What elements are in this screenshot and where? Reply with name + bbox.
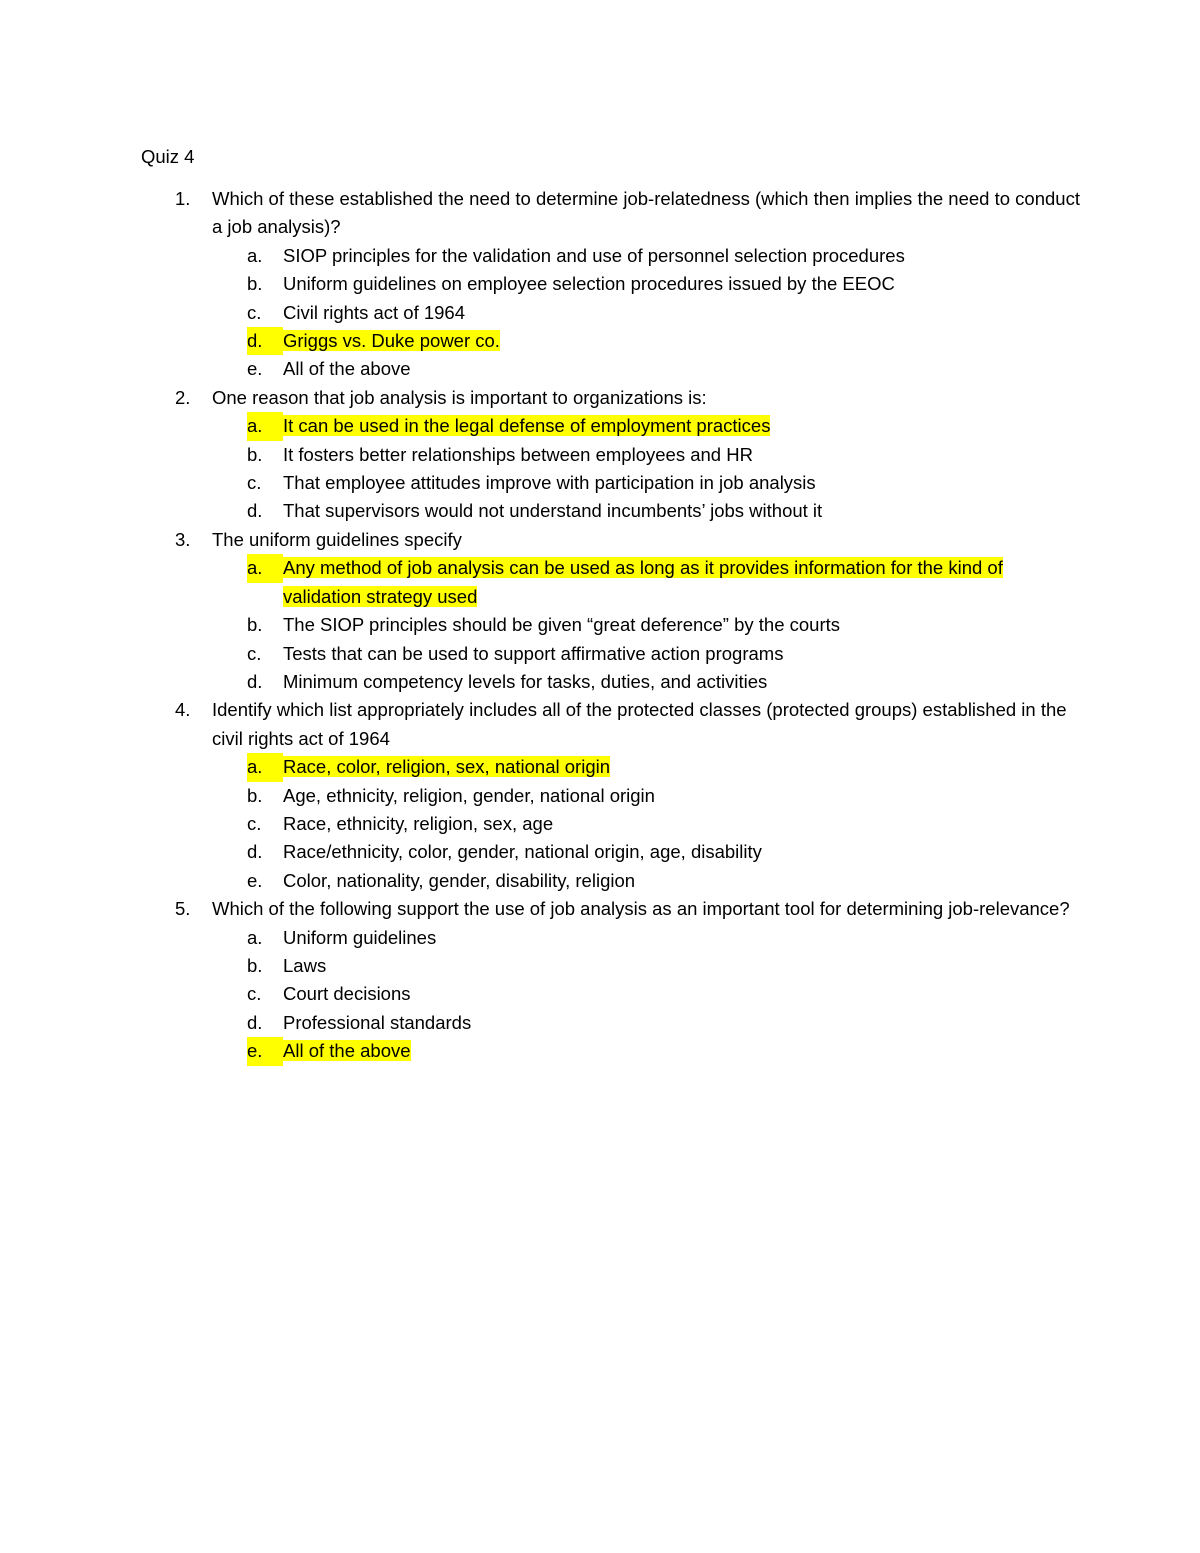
question-text: Which of the following support the use of job analysis as an important tool for determining job-relevance?	[212, 898, 1070, 920]
answer-option	[212, 668, 1081, 696]
answer-option-highlighted	[212, 1037, 1081, 1065]
option-text: Uniform guidelines	[283, 926, 437, 948]
option-text: Court decisions	[283, 983, 411, 1005]
option-text: It fosters better relationships between employees and HR	[283, 443, 753, 465]
option-letter: b.	[247, 954, 263, 976]
option-text: Laws	[283, 954, 327, 976]
answer-option	[212, 270, 1081, 298]
option-text: Race, ethnicity, religion, sex, age	[283, 812, 554, 834]
question-number: 1.	[175, 188, 191, 209]
option-text: All of the above	[283, 358, 411, 380]
question-number: 2.	[175, 386, 191, 408]
option-letter: d.	[247, 1011, 263, 1033]
option-letter: d.	[247, 841, 263, 863]
question-3	[141, 526, 1081, 696]
question-number: 4.	[175, 699, 191, 721]
option-text: Race, color, religion, sex, national origin	[283, 756, 611, 778]
answer-option	[212, 810, 1081, 838]
option-letter: d.	[247, 327, 283, 355]
answer-option	[212, 640, 1081, 668]
answer-option	[212, 611, 1081, 639]
answer-options	[212, 412, 1081, 526]
option-text: It can be used in the legal defense of employment practices	[283, 415, 771, 437]
option-text: SIOP principles for the validation and use of personnel selection procedures	[283, 244, 905, 266]
option-letter: c.	[247, 983, 262, 1005]
option-letter: c.	[247, 301, 262, 323]
question-5	[141, 895, 1081, 1065]
answer-option	[212, 838, 1081, 866]
option-letter: d.	[247, 500, 263, 522]
option-letter: e.	[247, 869, 263, 891]
answer-option-highlighted	[212, 554, 1081, 611]
answer-option	[212, 242, 1081, 270]
option-letter: a.	[247, 753, 283, 781]
option-text: All of the above	[283, 1040, 411, 1062]
option-text: Any method of job analysis can be used as long as it provides information for the kind of validation strategy used	[283, 557, 1003, 607]
answer-option	[212, 1009, 1081, 1037]
answer-option	[212, 782, 1081, 810]
answer-options	[212, 554, 1081, 696]
option-letter: b.	[247, 784, 263, 806]
option-text: Uniform guidelines on employee selection procedures issued by the EEOC	[283, 273, 895, 295]
option-text: Age, ethnicity, religion, gender, national origin	[283, 784, 655, 806]
answer-options	[212, 753, 1081, 895]
answer-option	[212, 980, 1081, 1008]
question-text: One reason that job analysis is important to organizations is:	[212, 386, 707, 408]
answer-options	[212, 242, 1081, 384]
question-4	[141, 696, 1081, 895]
option-letter: b.	[247, 273, 263, 295]
answer-option	[212, 299, 1081, 327]
question-text: The uniform guidelines specify	[212, 528, 462, 550]
question-text: Which of these established the need to determine job-relatedness (which then implies the need to conduct a job analysis)?	[212, 188, 1080, 238]
option-letter: a.	[247, 244, 263, 266]
question-1	[141, 185, 1081, 384]
answer-option	[212, 924, 1081, 952]
option-letter: c.	[247, 472, 262, 494]
answer-option	[212, 867, 1081, 895]
option-text: Professional standards	[283, 1011, 472, 1033]
question-number: 5.	[175, 898, 191, 920]
option-letter: c.	[247, 642, 262, 664]
option-letter: a.	[247, 926, 263, 948]
option-text: Tests that can be used to support affirmative action programs	[283, 642, 784, 664]
answer-option	[212, 441, 1081, 469]
option-letter: b.	[247, 614, 263, 636]
option-letter: a.	[247, 554, 283, 582]
answer-option-highlighted	[212, 327, 1081, 355]
answer-option	[212, 355, 1081, 383]
option-text: Civil rights act of 1964	[283, 301, 466, 323]
answer-option	[212, 469, 1081, 497]
option-text: Race/ethnicity, color, gender, national origin, age, disability	[283, 841, 762, 863]
option-letter: a.	[247, 412, 283, 440]
option-letter: e.	[247, 1037, 283, 1065]
answer-option-highlighted	[212, 753, 1081, 781]
answer-option-highlighted	[212, 412, 1081, 440]
option-letter: c.	[247, 812, 262, 834]
question-number: 3.	[175, 528, 191, 550]
question-list	[141, 185, 1081, 1066]
option-text: That employee attitudes improve with participation in job analysis	[283, 472, 816, 494]
option-text: Griggs vs. Duke power co.	[283, 330, 500, 352]
answer-option	[212, 497, 1081, 525]
option-text: That supervisors would not understand incumbents’ jobs without it	[283, 500, 823, 522]
question-2	[141, 384, 1081, 526]
question-text: Identify which list appropriately includes all of the protected classes (protected groups) established in the civil rights act of 1964	[212, 699, 1067, 749]
option-text: Minimum competency levels for tasks, duties, and activities	[283, 670, 768, 692]
page-title: Quiz 4	[141, 146, 195, 167]
answer-options	[212, 924, 1081, 1066]
answer-option	[212, 952, 1081, 980]
option-letter: d.	[247, 670, 263, 692]
option-text: Color, nationality, gender, disability, religion	[283, 869, 636, 891]
option-letter: b.	[247, 443, 263, 465]
option-letter: e.	[247, 358, 263, 380]
option-text: The SIOP principles should be given “great deference” by the courts	[283, 614, 841, 636]
